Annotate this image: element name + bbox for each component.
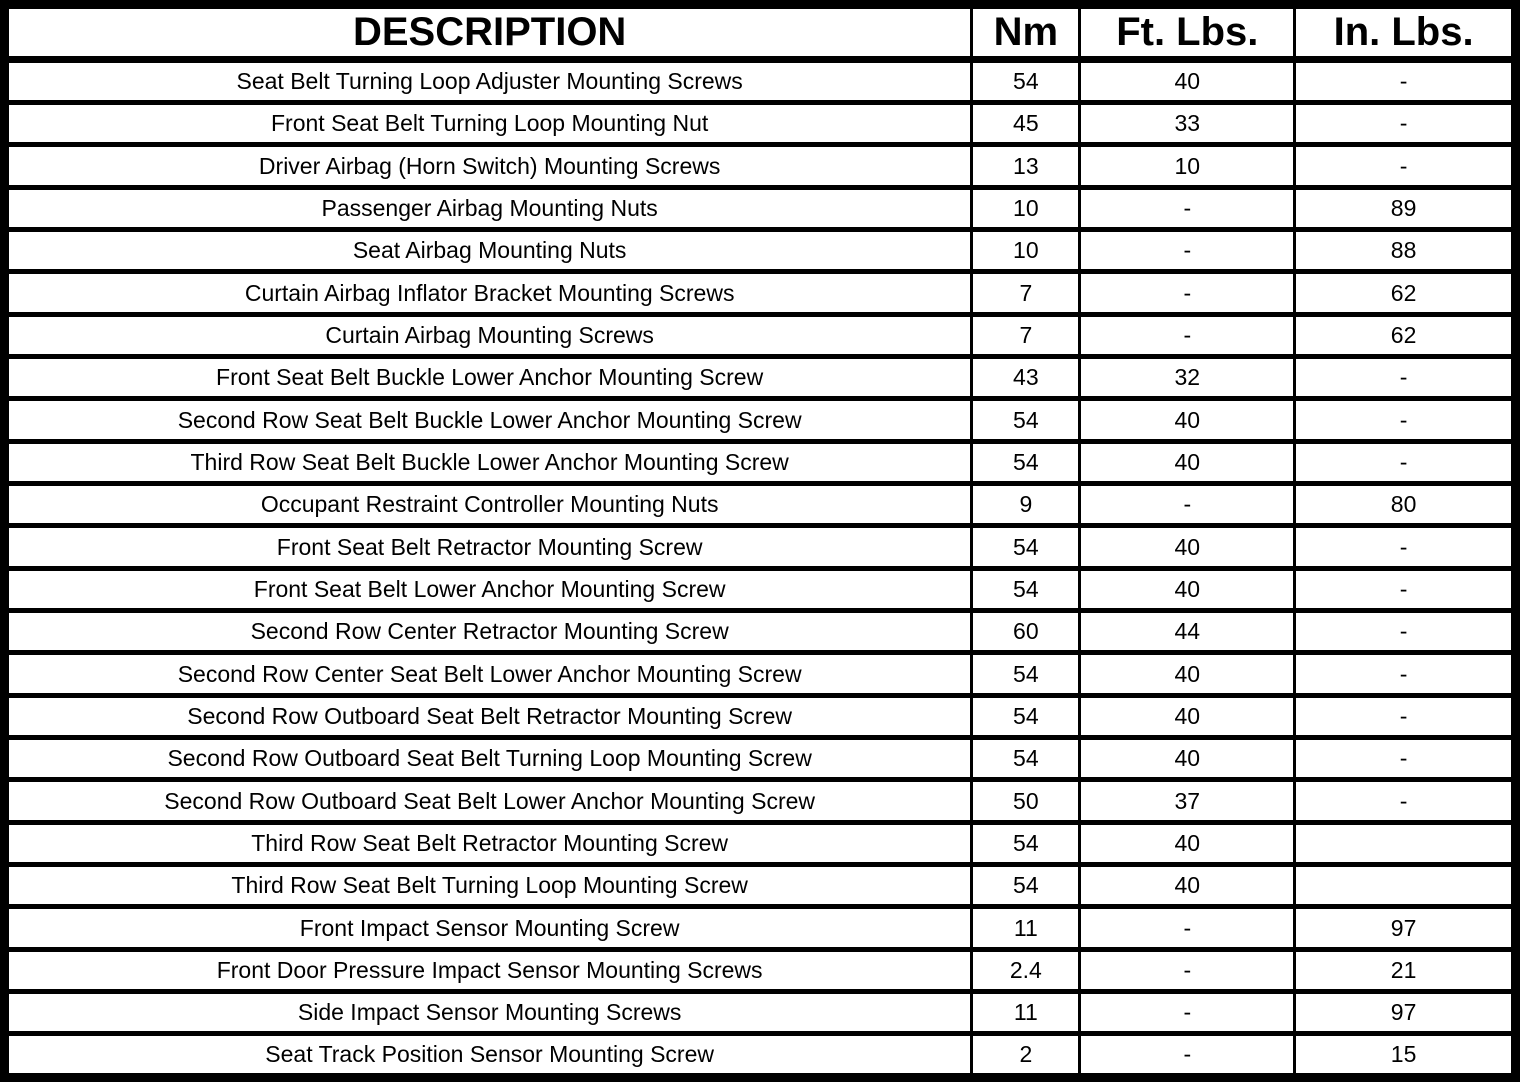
in-lbs-cell: 21 — [1295, 949, 1511, 991]
ft-lbs-cell: - — [1080, 992, 1295, 1034]
nm-cell: 54 — [972, 695, 1080, 737]
table-row — [9, 441, 1511, 483]
table-row — [9, 822, 1511, 864]
in-lbs-cell — [1295, 865, 1511, 907]
ft-lbs-cell: 40 — [1080, 695, 1295, 737]
nm-cell: 9 — [972, 484, 1080, 526]
table-row — [9, 611, 1511, 653]
table-row — [9, 59, 1511, 103]
description-cell: Seat Airbag Mounting Nuts — [9, 230, 972, 272]
ft-lbs-cell: 10 — [1080, 145, 1295, 187]
in-lbs-cell: 97 — [1295, 907, 1511, 949]
table-row — [9, 780, 1511, 822]
ft-lbs-cell: - — [1080, 484, 1295, 526]
in-lbs-cell: - — [1295, 526, 1511, 568]
ft-lbs-cell: 44 — [1080, 611, 1295, 653]
description-cell: Occupant Restraint Controller Mounting Nuts — [9, 484, 972, 526]
description-cell: Front Door Pressure Impact Sensor Mounting Screws — [9, 949, 972, 991]
description-cell: Second Row Outboard Seat Belt Lower Anchor Mounting Screw — [9, 780, 972, 822]
ft-lbs-cell: 32 — [1080, 357, 1295, 399]
table-row — [9, 103, 1511, 145]
description-cell: Second Row Outboard Seat Belt Retractor Mounting Screw — [9, 695, 972, 737]
description-cell: Third Row Seat Belt Turning Loop Mounting Screw — [9, 865, 972, 907]
nm-cell: 54 — [972, 568, 1080, 610]
column-header-ft-lbs: Ft. Lbs. — [1080, 9, 1295, 59]
description-cell: Third Row Seat Belt Buckle Lower Anchor Mounting Screw — [9, 441, 972, 483]
table-row — [9, 314, 1511, 356]
description-cell: Passenger Airbag Mounting Nuts — [9, 187, 972, 229]
description-cell: Side Impact Sensor Mounting Screws — [9, 992, 972, 1034]
column-header-description: DESCRIPTION — [9, 9, 972, 59]
ft-lbs-cell: 40 — [1080, 738, 1295, 780]
description-cell: Front Seat Belt Lower Anchor Mounting Screw — [9, 568, 972, 610]
description-cell: Driver Airbag (Horn Switch) Mounting Screws — [9, 145, 972, 187]
description-cell: Second Row Center Seat Belt Lower Anchor Mounting Screw — [9, 653, 972, 695]
in-lbs-cell: - — [1295, 399, 1511, 441]
ft-lbs-cell: - — [1080, 907, 1295, 949]
table-row — [9, 272, 1511, 314]
column-header-nm: Nm — [972, 9, 1080, 59]
table-row — [9, 187, 1511, 229]
table-row — [9, 865, 1511, 907]
ft-lbs-cell: 40 — [1080, 865, 1295, 907]
ft-lbs-cell: 40 — [1080, 653, 1295, 695]
ft-lbs-cell: - — [1080, 1034, 1295, 1073]
in-lbs-cell — [1295, 822, 1511, 864]
in-lbs-cell: - — [1295, 568, 1511, 610]
in-lbs-cell: - — [1295, 695, 1511, 737]
ft-lbs-cell: - — [1080, 272, 1295, 314]
table-row — [9, 526, 1511, 568]
nm-cell: 54 — [972, 441, 1080, 483]
nm-cell: 54 — [972, 59, 1080, 103]
in-lbs-cell: - — [1295, 653, 1511, 695]
ft-lbs-cell: 40 — [1080, 59, 1295, 103]
ft-lbs-cell: - — [1080, 314, 1295, 356]
nm-cell: 10 — [972, 230, 1080, 272]
ft-lbs-cell: - — [1080, 230, 1295, 272]
nm-cell: 10 — [972, 187, 1080, 229]
in-lbs-cell: - — [1295, 441, 1511, 483]
ft-lbs-cell: 40 — [1080, 526, 1295, 568]
in-lbs-cell: - — [1295, 357, 1511, 399]
table-row — [9, 738, 1511, 780]
nm-cell: 13 — [972, 145, 1080, 187]
in-lbs-cell: 88 — [1295, 230, 1511, 272]
description-cell: Seat Track Position Sensor Mounting Screw — [9, 1034, 972, 1073]
ft-lbs-cell: 33 — [1080, 103, 1295, 145]
nm-cell: 54 — [972, 526, 1080, 568]
nm-cell: 45 — [972, 103, 1080, 145]
description-cell: Front Seat Belt Turning Loop Mounting Nut — [9, 103, 972, 145]
table-row — [9, 399, 1511, 441]
nm-cell: 43 — [972, 357, 1080, 399]
in-lbs-cell: - — [1295, 59, 1511, 103]
ft-lbs-cell: - — [1080, 187, 1295, 229]
table-row — [9, 1034, 1511, 1073]
ft-lbs-cell: 40 — [1080, 568, 1295, 610]
nm-cell: 54 — [972, 399, 1080, 441]
in-lbs-cell: 89 — [1295, 187, 1511, 229]
ft-lbs-cell: 37 — [1080, 780, 1295, 822]
table-row — [9, 949, 1511, 991]
in-lbs-cell: - — [1295, 611, 1511, 653]
ft-lbs-cell: - — [1080, 949, 1295, 991]
description-cell: Seat Belt Turning Loop Adjuster Mounting Screws — [9, 59, 972, 103]
in-lbs-cell: - — [1295, 738, 1511, 780]
description-cell: Curtain Airbag Mounting Screws — [9, 314, 972, 356]
torque-spec-table — [9, 9, 1511, 1073]
table-row — [9, 907, 1511, 949]
description-cell: Front Seat Belt Buckle Lower Anchor Mounting Screw — [9, 357, 972, 399]
description-cell: Front Impact Sensor Mounting Screw — [9, 907, 972, 949]
table-row — [9, 992, 1511, 1034]
header-row — [9, 9, 1511, 59]
in-lbs-cell: 80 — [1295, 484, 1511, 526]
nm-cell: 54 — [972, 822, 1080, 864]
table-row — [9, 230, 1511, 272]
in-lbs-cell: 62 — [1295, 314, 1511, 356]
nm-cell: 7 — [972, 272, 1080, 314]
nm-cell: 2.4 — [972, 949, 1080, 991]
table-row — [9, 695, 1511, 737]
description-cell: Second Row Center Retractor Mounting Screw — [9, 611, 972, 653]
description-cell: Second Row Seat Belt Buckle Lower Anchor Mounting Screw — [9, 399, 972, 441]
table-row — [9, 357, 1511, 399]
table-row — [9, 568, 1511, 610]
nm-cell: 11 — [972, 907, 1080, 949]
nm-cell: 60 — [972, 611, 1080, 653]
in-lbs-cell: 62 — [1295, 272, 1511, 314]
ft-lbs-cell: 40 — [1080, 441, 1295, 483]
nm-cell: 7 — [972, 314, 1080, 356]
table-row — [9, 653, 1511, 695]
nm-cell: 50 — [972, 780, 1080, 822]
table-row — [9, 484, 1511, 526]
nm-cell: 11 — [972, 992, 1080, 1034]
in-lbs-cell: - — [1295, 145, 1511, 187]
table-body — [9, 59, 1511, 1073]
description-cell: Front Seat Belt Retractor Mounting Screw — [9, 526, 972, 568]
description-cell: Curtain Airbag Inflator Bracket Mounting Screws — [9, 272, 972, 314]
nm-cell: 54 — [972, 738, 1080, 780]
in-lbs-cell: - — [1295, 103, 1511, 145]
in-lbs-cell: 15 — [1295, 1034, 1511, 1073]
nm-cell: 54 — [972, 653, 1080, 695]
description-cell: Second Row Outboard Seat Belt Turning Loop Mounting Screw — [9, 738, 972, 780]
nm-cell: 54 — [972, 865, 1080, 907]
in-lbs-cell: 97 — [1295, 992, 1511, 1034]
ft-lbs-cell: 40 — [1080, 822, 1295, 864]
in-lbs-cell: - — [1295, 780, 1511, 822]
nm-cell: 2 — [972, 1034, 1080, 1073]
column-header-in-lbs: In. Lbs. — [1295, 9, 1511, 59]
table-row — [9, 145, 1511, 187]
description-cell: Third Row Seat Belt Retractor Mounting Screw — [9, 822, 972, 864]
ft-lbs-cell: 40 — [1080, 399, 1295, 441]
